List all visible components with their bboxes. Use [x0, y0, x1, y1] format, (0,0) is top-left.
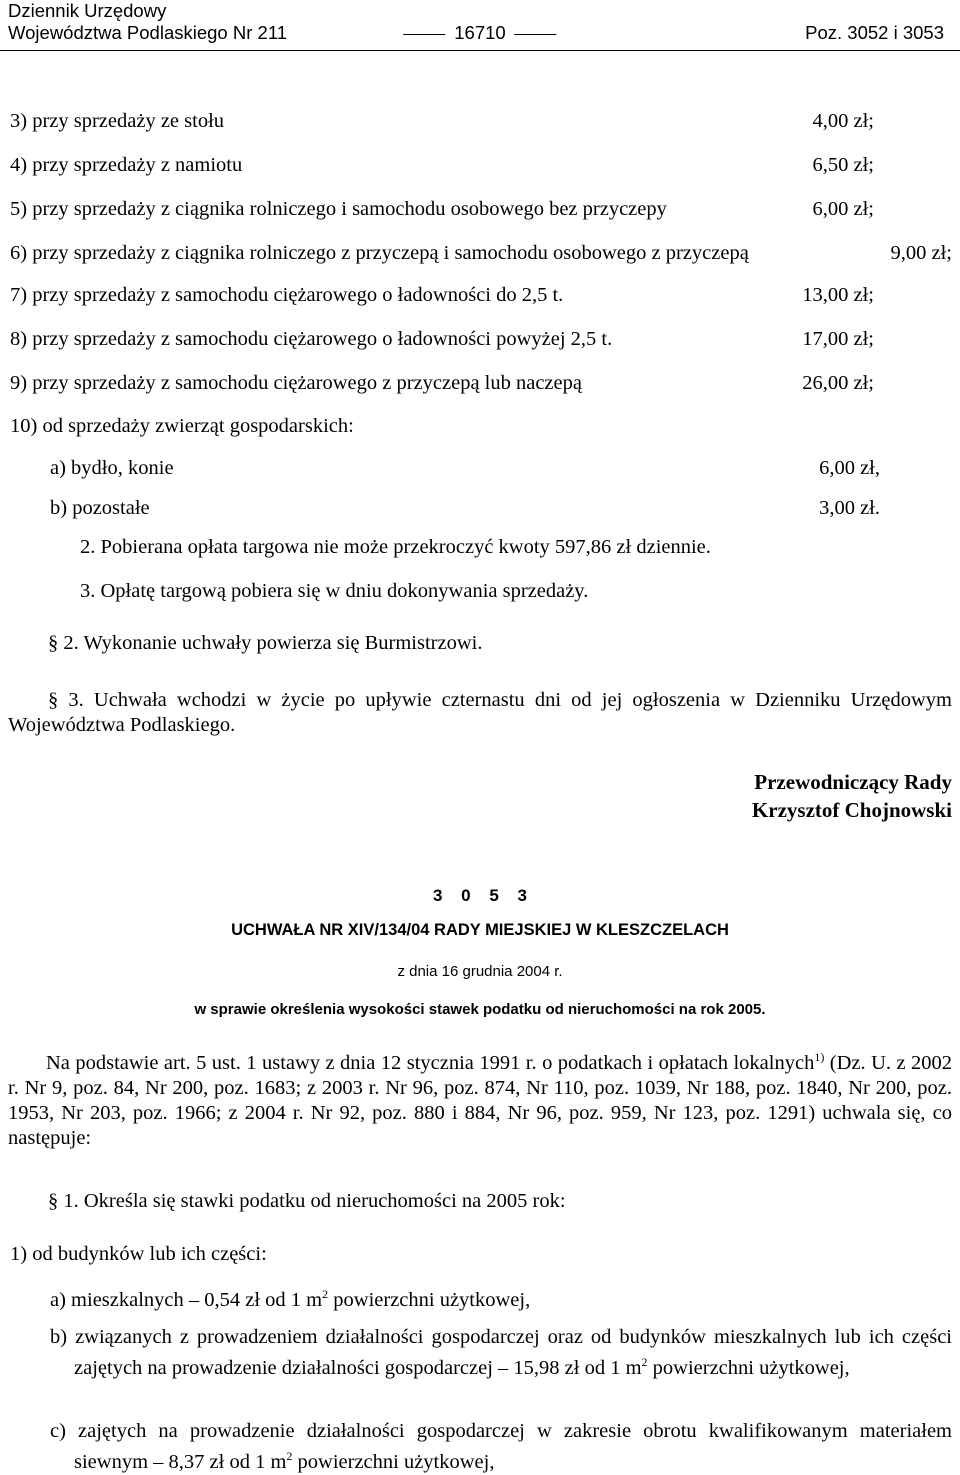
section-1: [48, 1190, 566, 1213]
rate-row: [0, 198, 960, 226]
rate-row: [0, 372, 960, 400]
rate-amount: 13,00 zł;: [802, 284, 874, 306]
section-2-text: 2. Wykonanie uchwały powierza się Burmistrzowi.: [63, 632, 483, 654]
rate-amount: 26,00 zł;: [802, 372, 874, 394]
rate-row: [0, 328, 960, 356]
rate-amount: 17,00 zł;: [802, 328, 874, 350]
rate-label: 6) przy sprzedaży z ciągnika rolniczego z przyczepą i samochodu osobowego z przyczepą: [10, 242, 749, 264]
section-sign: §: [48, 1190, 59, 1212]
resolution-number: 3 0 5 3: [433, 886, 527, 905]
rate-amount: 6,50 zł;: [812, 154, 874, 176]
rate-row: [0, 457, 960, 485]
section-sign: §: [48, 689, 59, 711]
item-b: [50, 1325, 952, 1381]
item-a: [50, 1287, 530, 1312]
positions: Poz. 3052 i 3053: [805, 22, 944, 43]
rate-row: [0, 154, 960, 182]
section-sign: §: [48, 632, 59, 654]
rate-label: 3) przy sprzedaży ze stołu: [10, 110, 225, 132]
resolution-title: UCHWAŁA NR XIV/134/04 RADY MIEJSKIEJ W KLESZCZELACH: [231, 921, 729, 939]
item-b-tail: powierzchni użytkowej,: [647, 1356, 850, 1379]
rate-amount: 4,00 zł;: [812, 110, 874, 132]
preamble-continuation: (Dz. U. z 2002 r. Nr 9, poz. 84, Nr 200, poz. 1683; z 2003 r. Nr 96, poz. 874, Nr 110, poz. 1039, Nr 188, poz. 1840, Nr 200, poz. 1953, Nr 203, poz. 1966; z 2004 r. Nr 92, poz. 880 i 884, Nr 96, poz. 959, Nr 123, poz. 1291) uchwala się, co następuje:: [8, 1051, 953, 1149]
rate-label: 4) przy sprzedaży z namiotu: [10, 154, 243, 176]
rate-label: 9) przy sprzedaży z samochodu ciężarowego z przyczepą lub naczepą: [10, 372, 582, 394]
item-c-exp: 2: [286, 1449, 293, 1463]
rate-amount: 6,00 zł;: [812, 198, 874, 220]
item-c-tail: powierzchni użytkowej,: [292, 1450, 495, 1473]
rate-label: 10) od sprzedaży zwierząt gospodarskich:: [10, 415, 354, 437]
section-1-text: 1. Określa się stawki podatku od nieruchomości na 2005 rok:: [63, 1190, 566, 1212]
rate-label: b) pozostałe: [50, 497, 150, 519]
section-3-text: 3. Uchwała wchodzi w życie po upływie czternastu dni od jej ogłoszenia w Dzienniku Urzędowym Województwa Podlaskiego.: [8, 689, 953, 736]
rate-row: [0, 497, 960, 525]
resolution-date: z dnia 16 grudnia 2004 r.: [397, 963, 563, 980]
clause-collection: 3. Opłatę targową pobiera się w dniu dokonywania sprzedaży.: [80, 580, 589, 602]
signature-name: Krzysztof Chojnowski: [751, 798, 952, 822]
signature-title: Przewodniczący Rady: [754, 770, 952, 794]
journal-name: Dziennik Urzędowy: [8, 0, 167, 21]
item-c: [50, 1419, 952, 1475]
rate-label: 5) przy sprzedaży z ciągnika rolniczego i samochodu osobowego bez przyczepy: [10, 198, 667, 220]
rate-row: [0, 284, 960, 312]
item-a-tail: powierzchni użytkowej,: [328, 1288, 531, 1311]
item-b-exp: 2: [641, 1355, 648, 1369]
item-buildings: 1) od budynków lub ich części:: [10, 1243, 267, 1265]
rate-amount: 3,00 zł.: [819, 497, 880, 519]
section-2: [48, 632, 482, 655]
page-header: [0, 0, 960, 51]
item-b-text: b) związanych z prowadzeniem działalności gospodarczej oraz od budynków mieszkalnych lub ich części zajętych na prowadzenie działalności gospodarczej – 15,98 zł od 1 m: [50, 1326, 952, 1379]
section-3: [8, 688, 952, 738]
footnote-mark: 1): [814, 1050, 825, 1064]
rate-amount: 9,00 zł;: [890, 242, 952, 264]
preamble: [8, 1045, 952, 1151]
rate-label: 8) przy sprzedaży z samochodu ciężarowego o ładowności powyżej 2,5 t.: [10, 328, 613, 350]
rate-amount: 6,00 zł,: [819, 457, 880, 479]
item-a-text: a) mieszkalnych – 0,54 zł od 1 m: [50, 1288, 323, 1311]
rate-label: a) bydło, konie: [50, 457, 174, 479]
page-number: 16710: [394, 22, 565, 44]
resolution-subject: w sprawie określenia wysokości stawek podatku od nieruchomości na rok 2005.: [194, 1001, 766, 1018]
item-a-exp: 2: [322, 1287, 329, 1301]
journal-region: Województwa Podlaskiego Nr 211: [8, 22, 288, 43]
rate-row: [0, 110, 960, 138]
preamble-text: Na podstawie art. 5 ust. 1 ustawy z dnia 12 stycznia 1991 r. o podatkach i opłatach lokalnych: [46, 1051, 815, 1074]
rate-row: [0, 242, 960, 270]
rate-label: 7) przy sprzedaży z samochodu ciężarowego o ładowności do 2,5 t.: [10, 284, 564, 306]
clause-max-fee: 2. Pobierana opłata targowa nie może przekroczyć kwoty 597,86 zł dziennie.: [80, 536, 711, 558]
rate-row: [0, 415, 960, 443]
item-c-text: c) zajętych na prowadzenie działalności gospodarczej w zakresie obrotu kwalifikowanym materiałem siewnym – 8,37 zł od 1 m: [50, 1420, 952, 1473]
